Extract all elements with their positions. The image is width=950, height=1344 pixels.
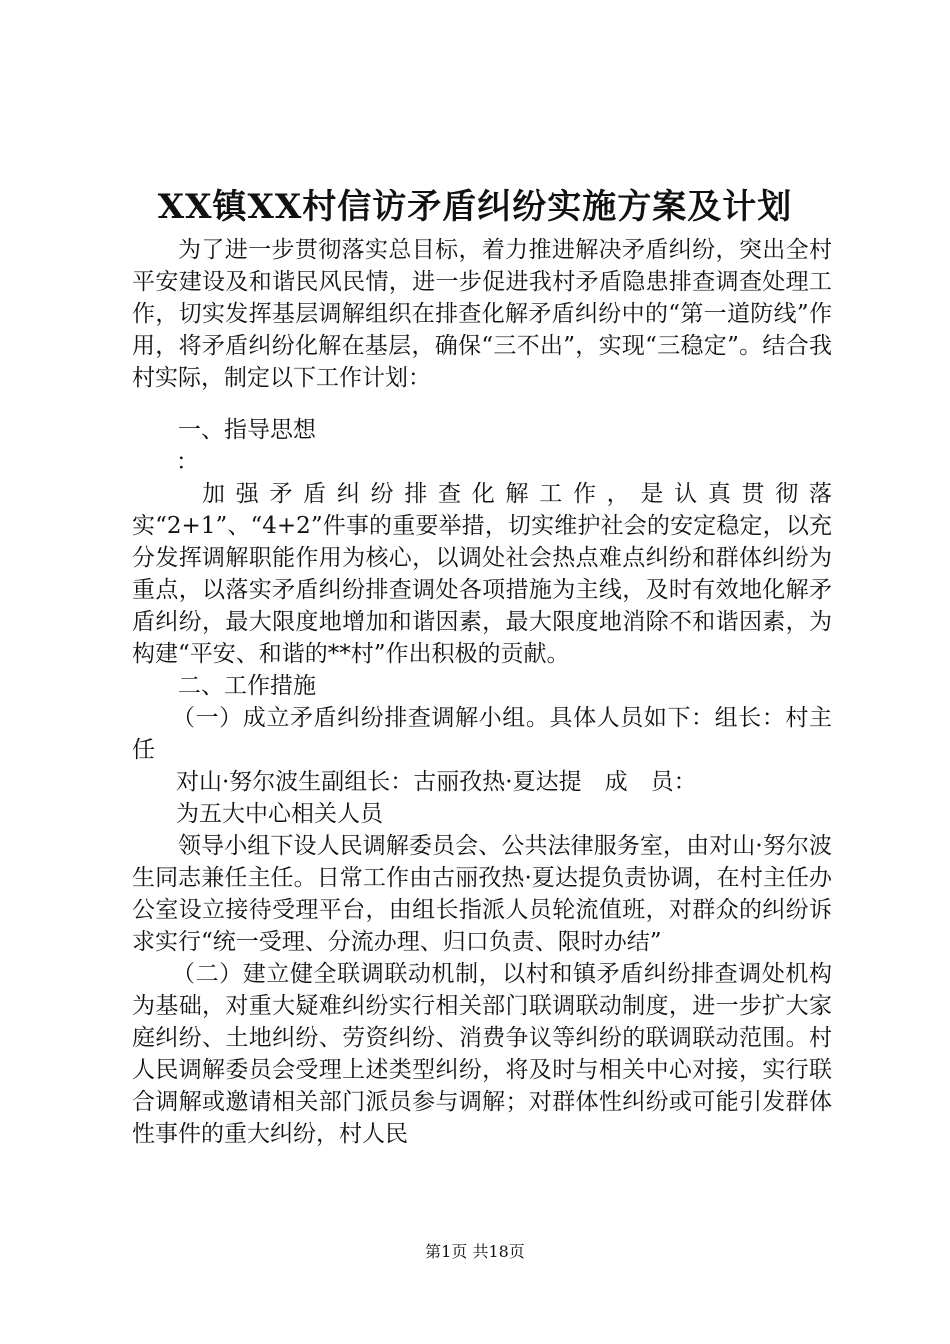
measure-item-2: （二）建立健全联调联动机制，以村和镇矛盾纠纷排查调处机构为基础，对重大疑难纠纷实行相关部门联调联动制度，进一步扩大家庭纠纷、土地纠纷、劳资纠纷、消费争议等纠纷的联调联动范围。村人民调解委员会受理上述类型纠纷，将及时与相关中心对接，实行联合调解或邀请相关部门派员参与调解；对群体性纠纷或可能引发群体性事件的重大纠纷，村人民 (132, 961, 832, 1147)
measure-item-1: （一）成立矛盾纠纷排查调解小组。具体人员如下：组长：村主任 (132, 705, 832, 763)
section-heading-work-measures: 二、工作措施 (178, 673, 316, 699)
intro-paragraph: 为了进一步贯彻落实总目标，着力推进解决矛盾纠纷，突出全村平安建设及和谐民风民情，进一步促进我村矛盾隐患排查调查处理工作，切实发挥基层调解组织在排查化解矛盾纠纷中的“第一道防线”作用，将矛盾纠纷化解在基层，确保“三不出”，实现“三稳定”。结合我村实际，制定以下工作计划： (132, 237, 832, 391)
measure-item-1-members-cont: 为五大中心相关人员 (176, 801, 383, 827)
section-colon: ： (176, 449, 199, 475)
section-heading-guiding-ideology: 一、指导思想 (178, 417, 316, 443)
measure-item-1-members: 对山·努尔波生副组长：古丽孜热·夏达提 成 员： (176, 769, 697, 795)
document-title: XX镇XX村信访矛盾纠纷实施方案及计划 (157, 187, 793, 227)
document-body (132, 234, 832, 1150)
page-footer: 第1页 共18页 (425, 1242, 525, 1261)
measure-item-1-body: 领导小组下设人民调解委员会、公共法律服务室，由对山·努尔波生同志兼任主任。日常工作由古丽孜热·夏达提负责协调，在村主任办公室设立接待受理平台，由组长指派人员轮流值班，对群众的纠纷诉求实行“统一受理、分流办理、归口负责、限时办结” (132, 833, 832, 955)
guiding-ideology-paragraph: 加强矛盾纠纷排查化解工作，是认真贯彻落实“2+1”、“4+2”件事的重要举措，切实维护社会的安定稳定，以充分发挥调解职能作用为核心，以调处社会热点难点纠纷和群体纠纷为重点，以落实矛盾纠纷排查调处各项措施为主线，及时有效地化解矛盾纠纷，最大限度地增加和谐因素，最大限度地消除不和谐因素，为构建“平安、和谐的**村”作出积极的贡献。 (132, 481, 832, 667)
